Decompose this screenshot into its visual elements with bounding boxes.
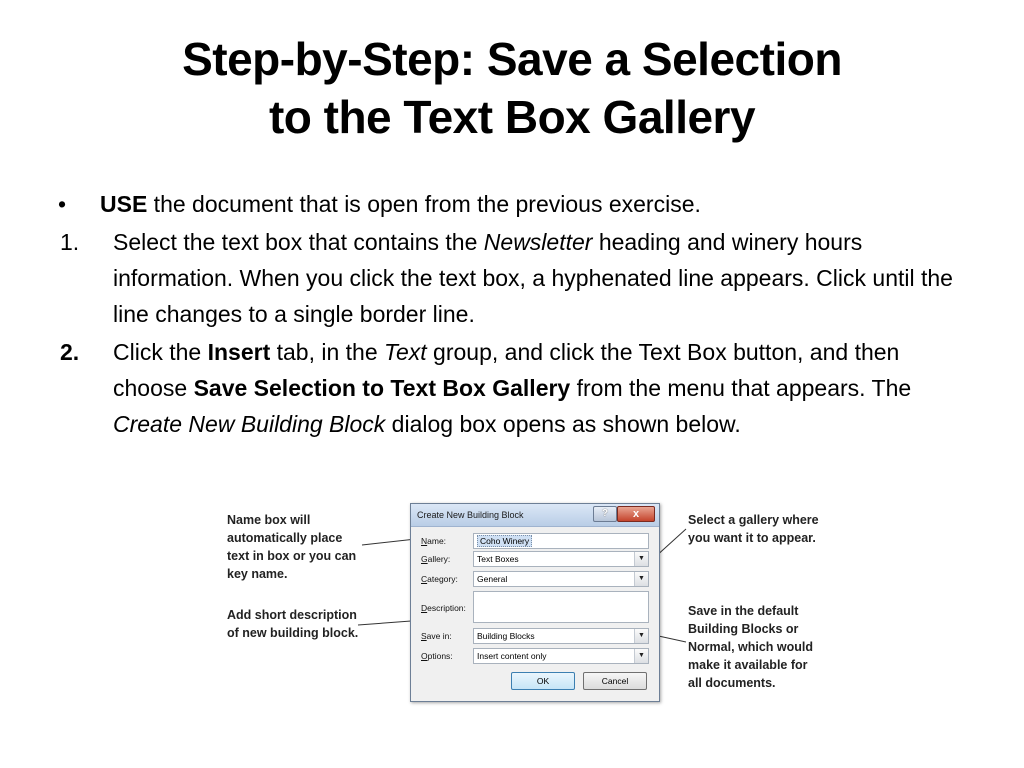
step-1-newsletter: Newsletter: [483, 229, 593, 255]
step-1-text-a: Select the text box that contains the: [113, 229, 484, 255]
save-in-select[interactable]: [473, 628, 649, 644]
save-in-label: Save in:: [421, 631, 452, 641]
step-1-text-b: heading and winery hours information. When you click the text box, a hyphenated line appears. Click until the line changes to a single border line.: [113, 229, 953, 327]
options-select[interactable]: [473, 648, 649, 664]
options-label: Options:: [421, 651, 453, 661]
create-new-building-block-dialog: [410, 503, 660, 702]
name-value: Coho Winery: [477, 535, 532, 547]
name-callout-line: [362, 539, 416, 545]
step-2-text-c: group, and click the Text Box button, and then choose: [113, 339, 900, 401]
title-line-2: to the Text Box Gallery: [268, 91, 756, 143]
gallery-value: Text Boxes: [477, 554, 519, 564]
options-field: [421, 648, 649, 664]
category-value: General: [477, 574, 508, 584]
gallery-select[interactable]: [473, 551, 649, 567]
chevron-down-icon[interactable]: ▼: [634, 649, 648, 663]
save-in-value: Building Blocks: [477, 631, 535, 641]
dialog-titlebar: [411, 504, 659, 527]
category-label: Category:: [421, 574, 458, 584]
category-field: [421, 571, 649, 587]
chevron-down-icon[interactable]: ▼: [634, 629, 648, 643]
step-2-insert: Insert: [207, 339, 271, 365]
cancel-button[interactable]: Cancel: [583, 672, 647, 690]
use-text: the document that is open from the previous exercise.: [147, 191, 701, 217]
name-field: [421, 533, 649, 549]
dialog-title: Create New Building Block: [417, 510, 524, 520]
step-2-text-a: Click the: [113, 339, 208, 365]
description-input[interactable]: [473, 591, 649, 623]
step-2-save-selection: Save Selection to Text Box Gallery: [193, 375, 571, 401]
step-2-number: 2.: [60, 339, 80, 365]
step-2-text-b: tab, in the: [270, 339, 385, 365]
options-value: Insert content only: [477, 651, 547, 661]
save-in-field: [421, 628, 649, 644]
step-1-number: 1.: [60, 229, 80, 255]
step-2-text-d: from the menu that appears. The: [570, 375, 912, 401]
ok-button[interactable]: OK: [511, 672, 575, 690]
description-field: [421, 591, 649, 623]
chevron-down-icon[interactable]: ▼: [634, 552, 648, 566]
category-select[interactable]: [473, 571, 649, 587]
use-keyword: USE: [100, 191, 148, 217]
chevron-down-icon[interactable]: ▼: [634, 572, 648, 586]
description-note: Add short description of new building block.: [227, 608, 359, 640]
title-line-1: Step-by-Step: Save a Selection: [182, 33, 842, 85]
gallery-field: [421, 551, 649, 567]
step-2-dialog-name: Create New Building Block: [113, 411, 386, 437]
gallery-note: Select a gallery where you want it to appear.: [688, 513, 819, 545]
help-icon[interactable]: ?: [593, 506, 617, 522]
save-in-note: Save in the default Building Blocks or Normal, which would make it available for all documents.: [688, 604, 814, 690]
name-input[interactable]: [473, 533, 649, 549]
name-label: Name:: [421, 536, 447, 546]
gallery-label: Gallery:: [421, 554, 451, 564]
step-2-text-group: Text: [384, 339, 427, 365]
name-note: Name box will automatically place text in box or you can key name.: [227, 513, 357, 581]
description-label: Description:: [421, 603, 466, 613]
bullet-dot-icon: •: [58, 191, 67, 217]
step-2-text-e: dialog box opens as shown below.: [385, 411, 741, 437]
close-icon[interactable]: x: [617, 506, 655, 522]
